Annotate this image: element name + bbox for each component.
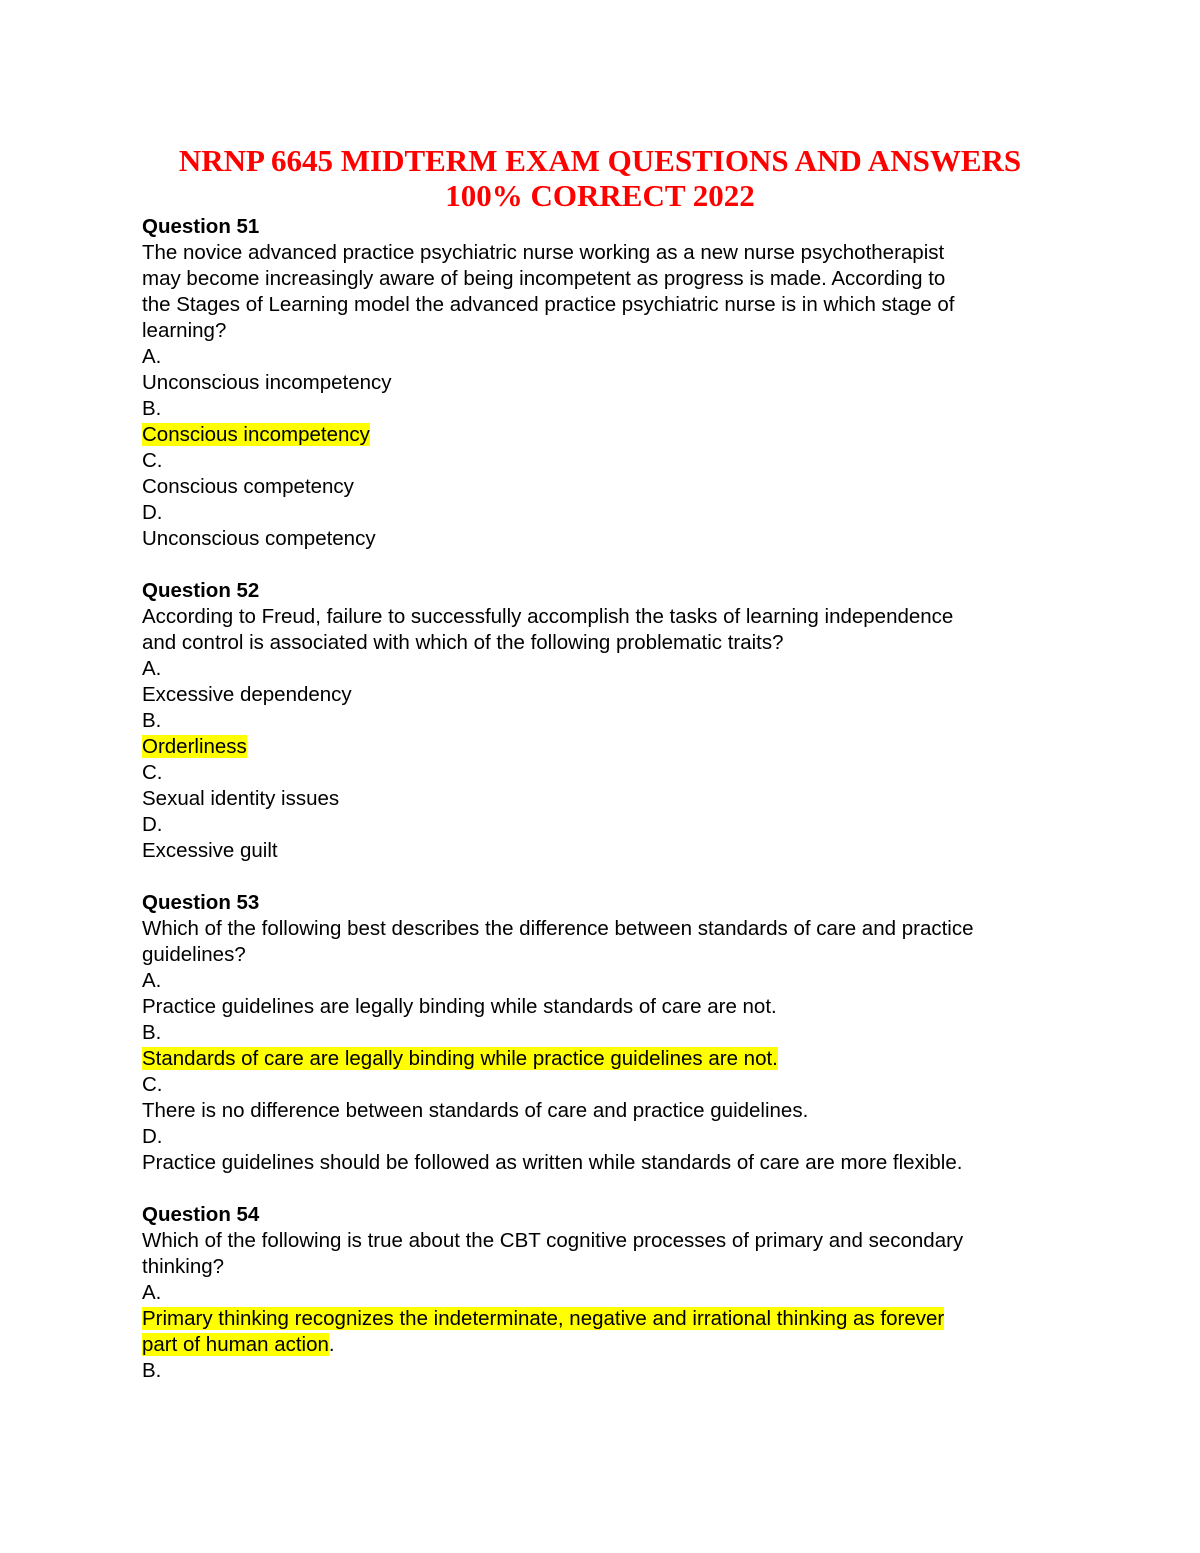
question-stem-line: Which of the following is true about the CBT cognitive processes of primary and secondary	[142, 1229, 964, 1252]
option-text: Excessive guilt	[142, 839, 278, 862]
option-text: Practice guidelines are legally binding while standards of care are not.	[142, 995, 777, 1018]
option-letter: A.	[142, 969, 162, 992]
option-letter: D.	[142, 1125, 163, 1148]
question-stem-line: Which of the following best describes the difference between standards of care and practice	[142, 917, 974, 940]
question-block	[142, 890, 1072, 1176]
option-letter: D.	[142, 501, 163, 524]
question-stem-line: The novice advanced practice psychiatric nurse working as a new nurse psychotherapist	[142, 241, 945, 264]
option-letter: B.	[142, 709, 162, 732]
correct-answer-line	[142, 422, 1072, 448]
question-heading: Question 52	[142, 579, 260, 602]
correct-answer-line	[142, 1332, 1072, 1358]
question-heading: Question 53	[142, 891, 260, 914]
question-stem-line: thinking?	[142, 1255, 225, 1278]
title-line-1: NRNP 6645 MIDTERM EXAM QUESTIONS AND ANSWERS	[178, 143, 1022, 178]
question-heading: Question 51	[142, 215, 260, 238]
option-letter: D.	[142, 813, 163, 836]
question-block	[142, 1202, 1072, 1384]
option-letter: B.	[142, 397, 162, 420]
option-text: Unconscious competency	[142, 527, 376, 550]
correct-answer-line	[142, 1306, 1072, 1332]
question-list	[142, 214, 1072, 1384]
option-text-line	[142, 526, 1072, 552]
option-text-line	[142, 1150, 1072, 1176]
option-letter: C.	[142, 449, 163, 472]
question-block	[142, 578, 1072, 864]
question-stem-line: According to Freud, failure to successfully accomplish the tasks of learning independence	[142, 605, 954, 628]
option-letter: A.	[142, 345, 162, 368]
question-stem-line: and control is associated with which of the following problematic traits?	[142, 631, 784, 654]
option-text-line	[142, 786, 1072, 812]
option-text: Excessive dependency	[142, 683, 352, 706]
option-text-line	[142, 838, 1072, 864]
option-text: There is no difference between standards of care and practice guidelines.	[142, 1099, 809, 1122]
option-letter: B.	[142, 1021, 162, 1044]
option-text-line	[142, 370, 1072, 396]
correct-answer-line	[142, 1046, 1072, 1072]
answer-highlight: Conscious incompetency	[142, 423, 370, 446]
option-text: Unconscious incompetency	[142, 371, 392, 394]
correct-answer-line	[142, 734, 1072, 760]
option-letter: C.	[142, 1073, 163, 1096]
answer-highlight: Standards of care are legally binding while practice guidelines are not.	[142, 1047, 778, 1070]
option-text-line	[142, 474, 1072, 500]
option-text: Conscious competency	[142, 475, 354, 498]
question-heading: Question 54	[142, 1203, 260, 1226]
question-stem-line: learning?	[142, 319, 227, 342]
document-title	[0, 143, 1200, 213]
option-text-line	[142, 682, 1072, 708]
title-line-2: 100% CORRECT 2022	[445, 178, 755, 213]
question-block	[142, 214, 1072, 552]
option-letter: A.	[142, 1281, 162, 1304]
answer-highlight: Orderliness	[142, 735, 247, 758]
option-text: Practice guidelines should be followed as written while standards of care are more flexible.	[142, 1151, 963, 1174]
option-letter: A.	[142, 657, 162, 680]
option-text: Sexual identity issues	[142, 787, 340, 810]
option-suffix: .	[328, 1333, 335, 1356]
option-text-line	[142, 994, 1072, 1020]
option-text-line	[142, 1098, 1072, 1124]
option-letter: B.	[142, 1359, 162, 1382]
answer-highlight: Primary thinking recognizes the indeterminate, negative and irrational thinking as forever	[142, 1307, 945, 1330]
question-stem-line: the Stages of Learning model the advanced practice psychiatric nurse is in which stage of	[142, 293, 955, 316]
answer-highlight: part of human action	[142, 1333, 329, 1356]
option-letter: C.	[142, 761, 163, 784]
question-stem-line: may become increasingly aware of being incompetent as progress is made. According to	[142, 267, 946, 290]
question-stem-line: guidelines?	[142, 943, 246, 966]
